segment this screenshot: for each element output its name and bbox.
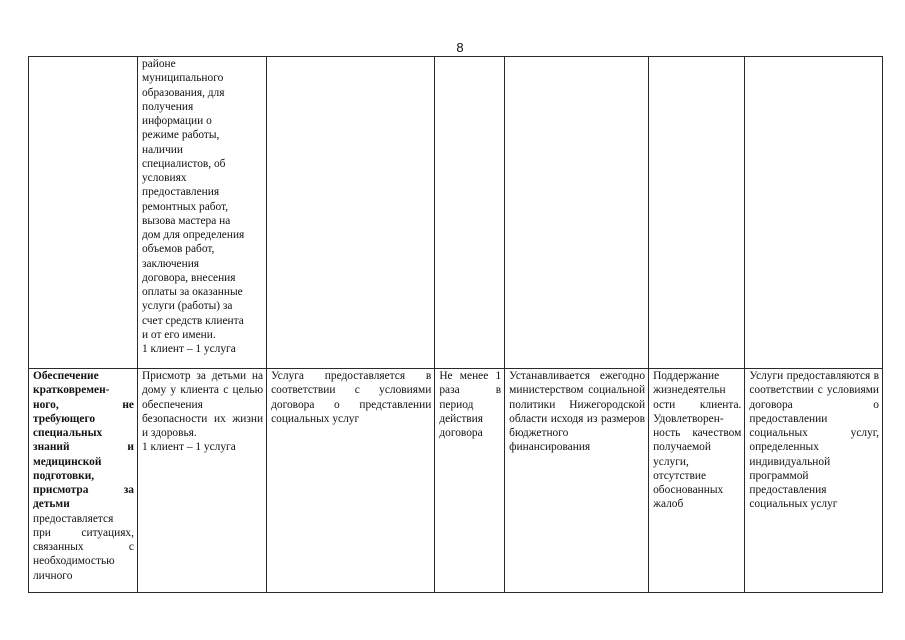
- description-line: режиме работы,: [141, 129, 220, 142]
- description-line: специалистов, об: [141, 157, 226, 170]
- description-line: заключения: [141, 257, 200, 270]
- description-line: муниципального: [141, 72, 224, 85]
- description-line: наличии: [141, 143, 183, 156]
- cell-cost: [505, 369, 649, 593]
- description-line: образования, для: [141, 86, 225, 99]
- cell-frequency: [435, 369, 505, 593]
- description-line: условиях: [141, 172, 187, 184]
- service-description-text: Присмотр за детьми на дому у клиента с целью обеспечения безопасности их жизни и здоровья.: [141, 370, 264, 439]
- description-line: оплаты за оказанные: [141, 286, 243, 298]
- cost-text: Устанавливается ежегодно министерством социальной политики Нижегородской области исходя из размеров бюджетного финансирования: [509, 370, 646, 454]
- description-line: дом для определения: [141, 229, 245, 241]
- table-row-childcare: [29, 369, 883, 593]
- service-description-lines: [142, 57, 263, 342]
- cell-service-name: [29, 369, 138, 593]
- description-line: предоставления: [141, 186, 220, 199]
- description-line: и от его имени.: [141, 328, 216, 341]
- cell-quality: [649, 369, 745, 593]
- service-norm: 1 клиент – 1 услуга: [141, 441, 236, 454]
- cell-terms: [745, 57, 883, 369]
- services-table: [28, 56, 883, 593]
- cell-service-description: [137, 369, 266, 593]
- description-line: договора, внесения: [141, 271, 236, 284]
- service-name-bold: Обеспечение кратковремен-ного, не требующего специальных знаний и медицинской подготовки, присмотра за детьми: [33, 370, 134, 511]
- frequency-text: Не менее 1 раза в период действия договора: [439, 370, 502, 439]
- service-name-rest: предоставляется при ситуациях, связанных с необходимостью личного: [33, 512, 134, 582]
- description-line: информации о: [141, 115, 212, 127]
- description-line: районе: [141, 58, 176, 70]
- description-line: ремонтных работ,: [141, 200, 229, 213]
- conditions-text: Услуга предоставляется в соответствии с условиями договора о представлении социальных услуг: [271, 370, 432, 425]
- terms-text: Услуги предоставляются в соответствии с условиями договора о предоставлении социальных услуг, определенных индивидуальной программой предоставления социальных услуг: [749, 370, 879, 511]
- cell-conditions: [267, 369, 435, 593]
- cell-conditions: [267, 57, 435, 369]
- cell-cost: [505, 57, 649, 369]
- description-line: получения: [141, 100, 194, 113]
- cell-service-description: [137, 57, 266, 369]
- table-row-continued: [29, 57, 883, 369]
- description-line: вызова мастера на: [141, 214, 231, 227]
- description-line: счет средств клиента: [141, 314, 244, 327]
- description-line: услуги (работы) за: [141, 300, 233, 313]
- cell-service-name: [29, 57, 138, 369]
- description-line: объемов работ,: [141, 243, 215, 256]
- service-norm: 1 клиент – 1 услуга: [141, 343, 236, 355]
- cell-frequency: [435, 57, 505, 369]
- cell-terms: [745, 369, 883, 593]
- page-number: 8: [456, 40, 464, 55]
- cell-quality: [649, 57, 745, 369]
- quality-text: Поддержание жизнедеятельн ости клиента. Удовлетворен-ность качеством получаемой услуги, отсутствие обоснованных жалоб: [653, 370, 742, 511]
